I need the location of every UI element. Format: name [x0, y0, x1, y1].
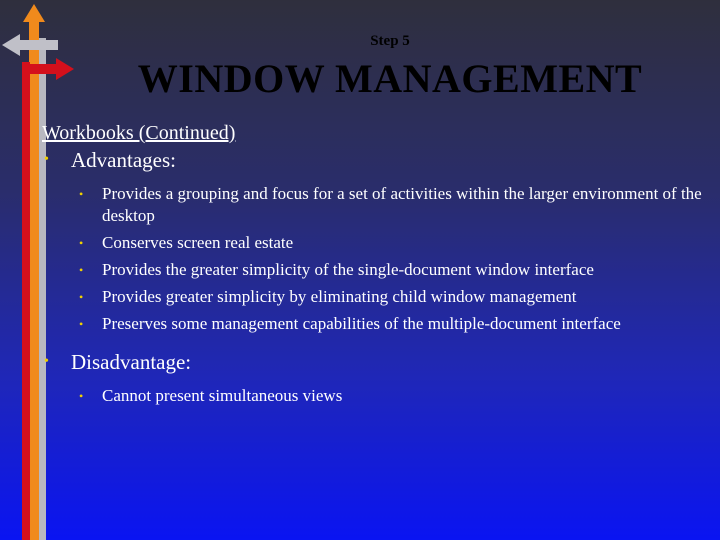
list-item	[42, 183, 702, 227]
list-item-text: Cannot present simultaneous views	[102, 386, 343, 405]
step-label: Step 5	[370, 33, 410, 49]
advantages-list	[42, 183, 702, 335]
slide-title: WINDOW MANAGEMENT	[137, 56, 643, 101]
list-item	[42, 286, 702, 308]
bullet-icon: •	[44, 354, 49, 369]
list-item-text: Preserves some management capabilities of the multiple-document interface	[102, 314, 621, 333]
bullet-icon: •	[79, 187, 84, 201]
disadvantages-item	[42, 349, 702, 375]
orange-arrow-up-icon	[23, 4, 45, 22]
bullet-icon: •	[79, 389, 84, 403]
list-item-text: Provides the greater simplicity of the single-document window interface	[102, 260, 594, 279]
disadvantages-label: Disadvantage:	[71, 350, 192, 374]
list-item	[42, 232, 702, 254]
section-heading: Workbooks (Continued)	[42, 122, 236, 144]
list-item	[42, 313, 702, 335]
list-item	[42, 385, 702, 407]
bullet-icon: •	[79, 317, 84, 331]
bullet-icon: •	[79, 263, 84, 277]
list-item-text: Provides a grouping and focus for a set of activities within the larger environment of the desktop	[102, 184, 702, 225]
bullet-icon: •	[44, 152, 49, 167]
red-bar	[22, 62, 30, 540]
disadvantages-list	[42, 385, 702, 407]
list-item-text: Provides greater simplicity by eliminating child window management	[102, 287, 577, 306]
list-item	[42, 259, 702, 281]
advantages-label: Advantages:	[71, 148, 176, 172]
advantages-item	[42, 147, 702, 173]
list-item-text: Conserves screen real estate	[102, 233, 294, 252]
bullet-icon: •	[79, 236, 84, 250]
slide-content	[42, 120, 702, 412]
bullet-icon: •	[79, 290, 84, 304]
